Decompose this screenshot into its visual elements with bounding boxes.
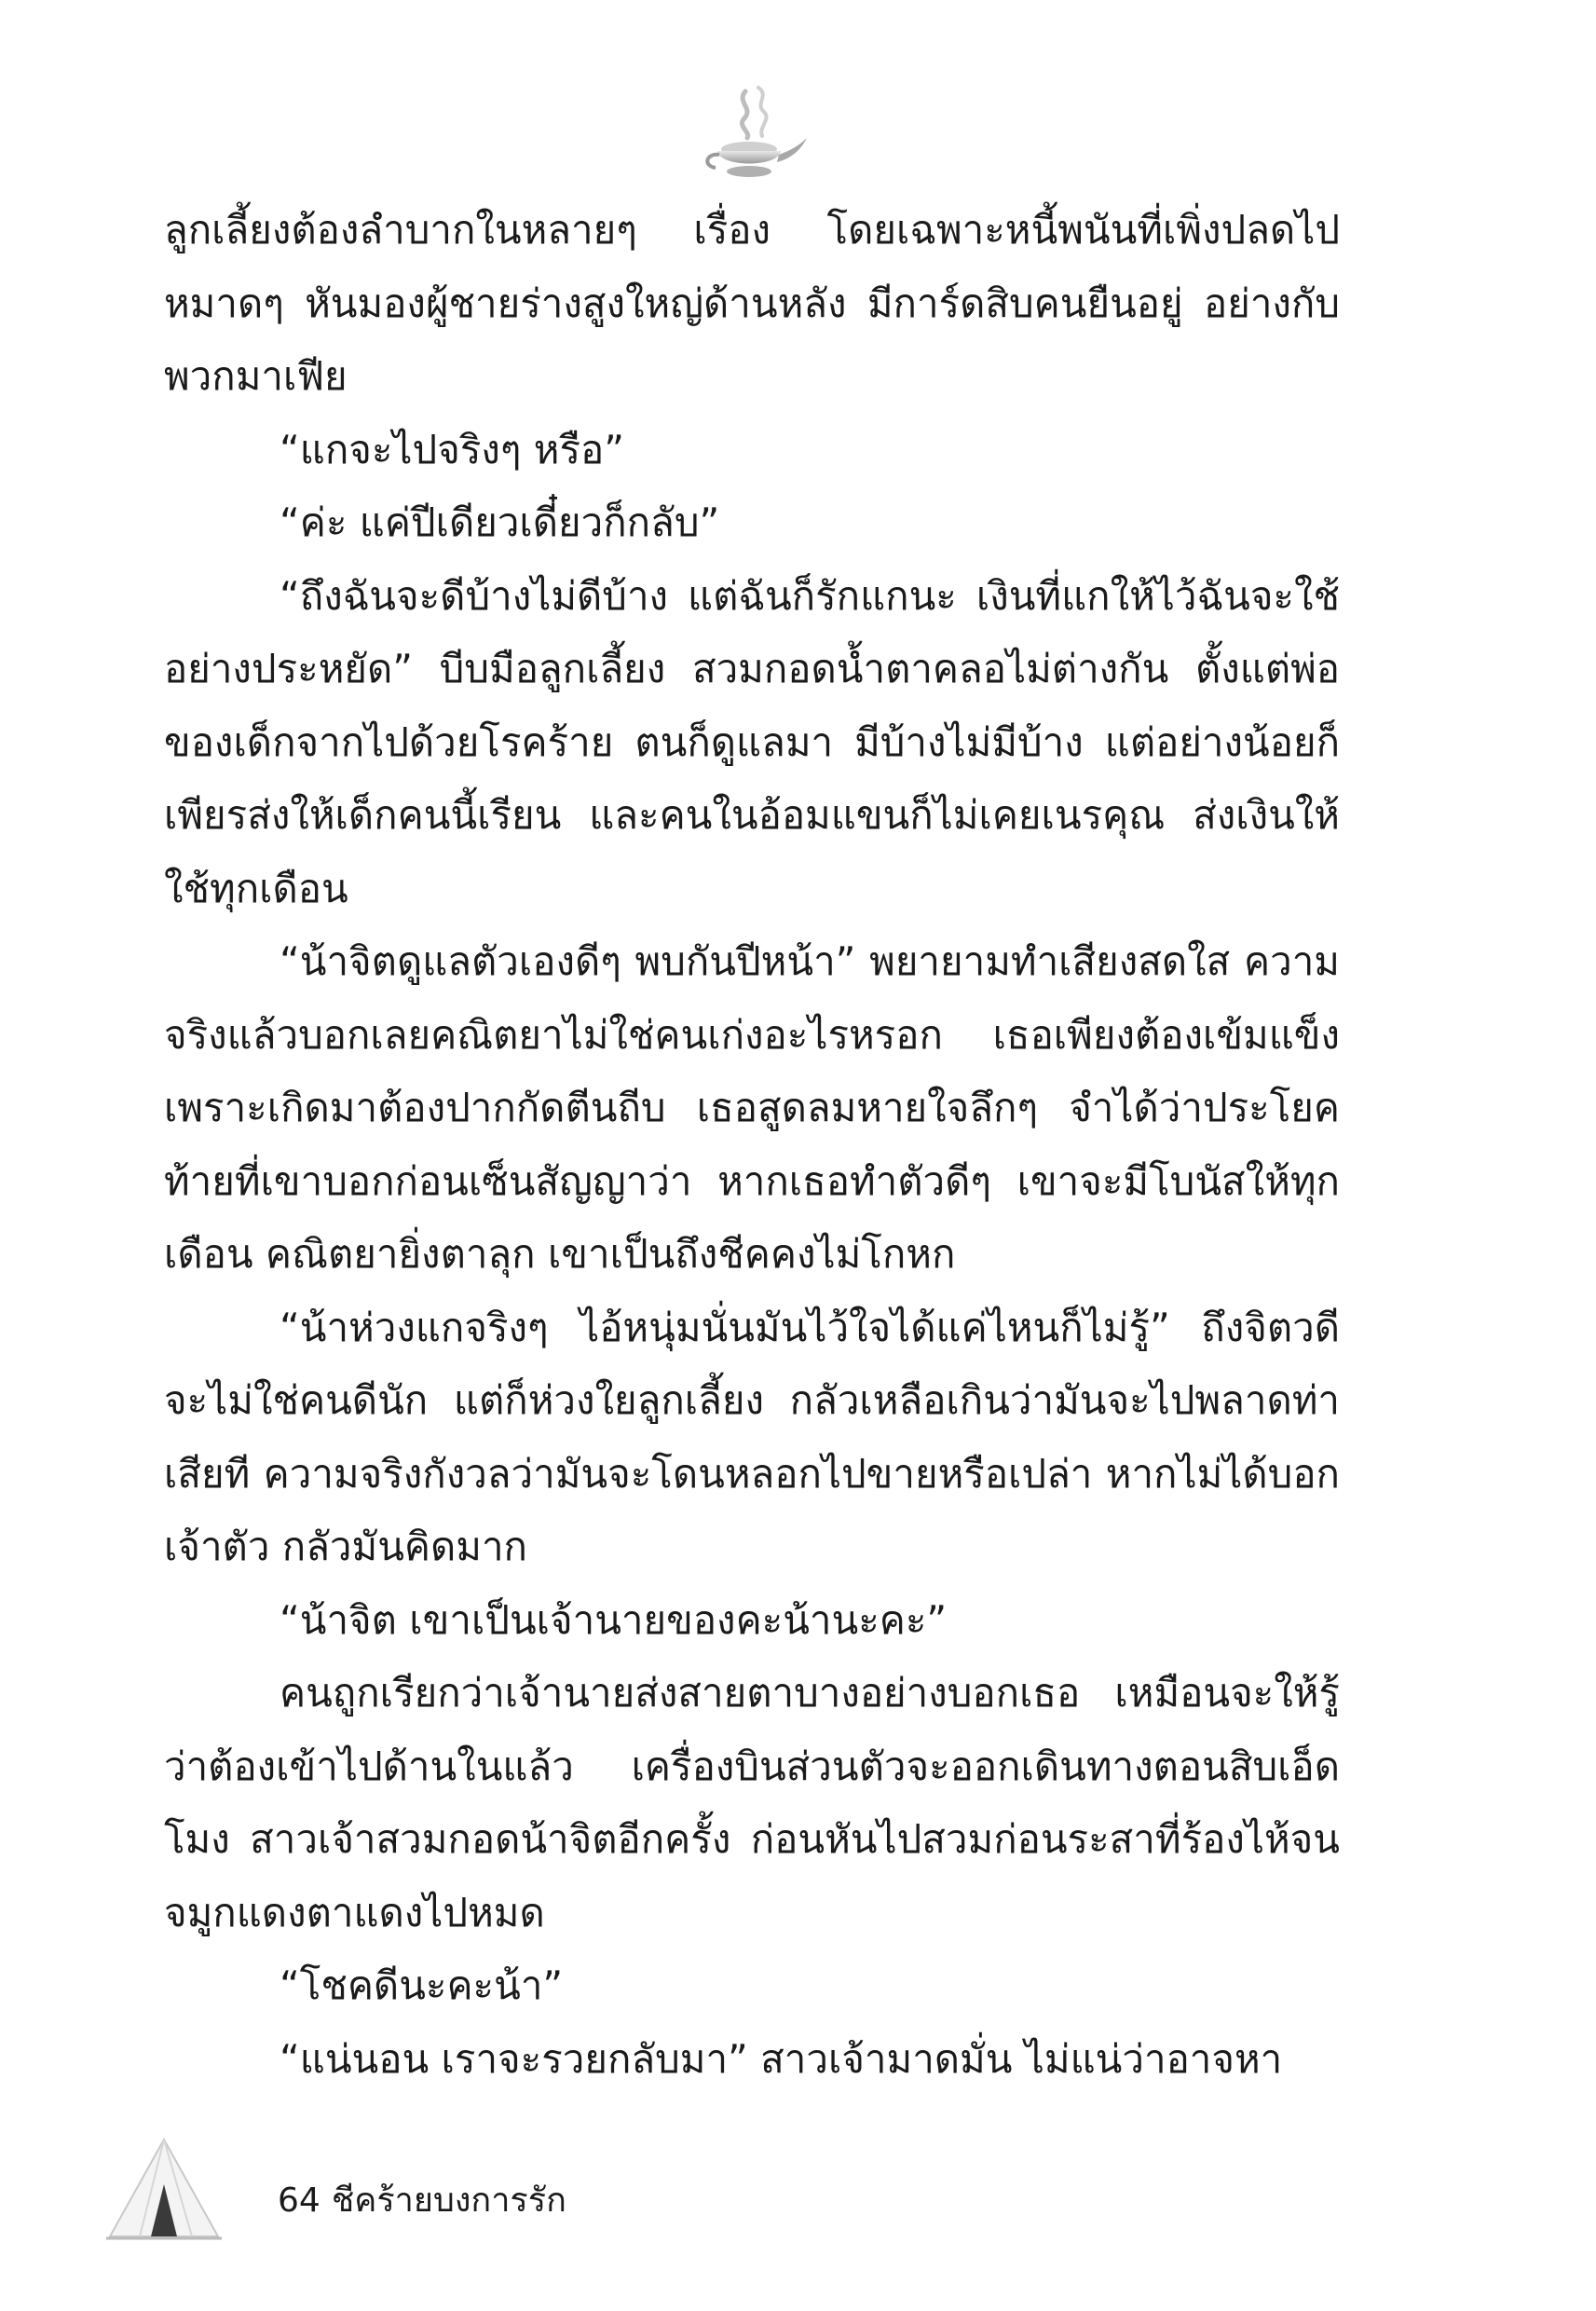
page-footer: [102, 2136, 848, 2248]
paragraph-4: “ถึงฉันจะดีบ้างไม่ดีบ้าง แต่ฉันก็รักแกนะ เงินที่แกให้ไว้ฉันจะใช้อย่างประหยัด” บีบมือลูกเลี้ยง สวมกอดน้ำตาคลอไม่ต่างกัน ตั้งแต่พ่อของเด็กจากไปด้วยโรคร้าย ตนก็ดูแลมา มีบ้างไม่มีบ้าง แต่อย่างน้อยก็เพียรส่งให้เด็กคนนี้เรียน และคนในอ้อมแขนก็ไม่เคยเนรคุณ ส่งเงินให้ใช้ทุกเดือน: [164, 572, 1340, 911]
paragraph-9: “โชคดีนะคะน้า”: [280, 1962, 564, 2008]
book-title: ชีคร้ายบงการรัก: [331, 2181, 566, 2220]
paragraph-8: คนถูกเรียกว่าเจ้านายส่งสายตาบางอย่างบอกเธอ เหมือนจะให้รู้ว่าต้องเข้าไปด้านในแล้ว เครื่องบินส่วนตัวจะออกเดินทางตอนสิบเอ็ดโมง สาวเจ้าสวมกอดน้าจิตอีกครั้ง ก่อนหันไปสวมก่อนระสาที่ร้องไห้จนจมูกแดงตาแดงไปหมด: [164, 1670, 1340, 1935]
paragraph-6: “น้าห่วงแกจริงๆ ไอ้หนุ่มนั่นมันไว้ใจได้แค่ไหนก็ไม่รู้” ถึงจิตวดีจะไม่ใช่คนดีนัก แต่ก็ห่วงใยลูกเลี้ยง กลัวเหลือเกินว่ามันจะไปพลาดท่าเสียที ความจริงกังวลว่ามันจะโดนหลอกไปขายหรือเปล่า หากไม่ได้บอกเจ้าตัว กลัวมันคิดมาก: [164, 1304, 1340, 1569]
paragraph-2: “แกจะไปจริงๆ หรือ”: [280, 426, 625, 472]
genie-lamp-icon: [689, 82, 811, 185]
paragraph-5: “น้าจิตดูแลตัวเองดีๆ พบกันปีหน้า” พยายามทำเสียงสดใส ความจริงแล้วบอกเลยคณิตยาไม่ใช่คนเก่งอะไรหรอก เธอเพียงต้องเข้มแข็งเพราะเกิดมาต้องปากกัดตีนถีบ เธอสูดลมหายใจลึกๆ จำได้ว่าประโยคท้ายที่เขาบอกก่อนเซ็นสัญญาว่า หากเธอทำตัวดีๆ เขาจะมีโบนัสให้ทุกเดือน คณิตยายิ่งตาลุก เขาเป็นถึงชีคคงไม่โกหก: [164, 938, 1340, 1277]
tent-icon: [102, 2136, 224, 2243]
paragraph-3: “ค่ะ แค่ปีเดียวเดี๋ยวก็กลับ”: [280, 499, 720, 545]
footer-text: [278, 2181, 578, 2222]
page-number: 64: [278, 2181, 321, 2220]
body-text: [164, 194, 1340, 2096]
paragraph-7: “น้าจิต เขาเป็นเจ้านายของคะน้านะคะ”: [280, 1596, 948, 1643]
paragraph-1: ลูกเลี้ยงต้องลำบากในหลายๆ เรื่อง โดยเฉพาะหนี้พนันที่เพิ่งปลดไปหมาดๆ หันมองผู้ชายร่างสูงใหญ่ด้านหลัง มีการ์ดสิบคนยืนอยู่ อย่างกับพวกมาเฟีย: [164, 207, 1340, 399]
paragraph-10: “แน่นอน เราจะรวยกลับมา” สาวเจ้ามาดมั่น ไม่แน่ว่าอาจหา: [280, 2035, 1283, 2082]
